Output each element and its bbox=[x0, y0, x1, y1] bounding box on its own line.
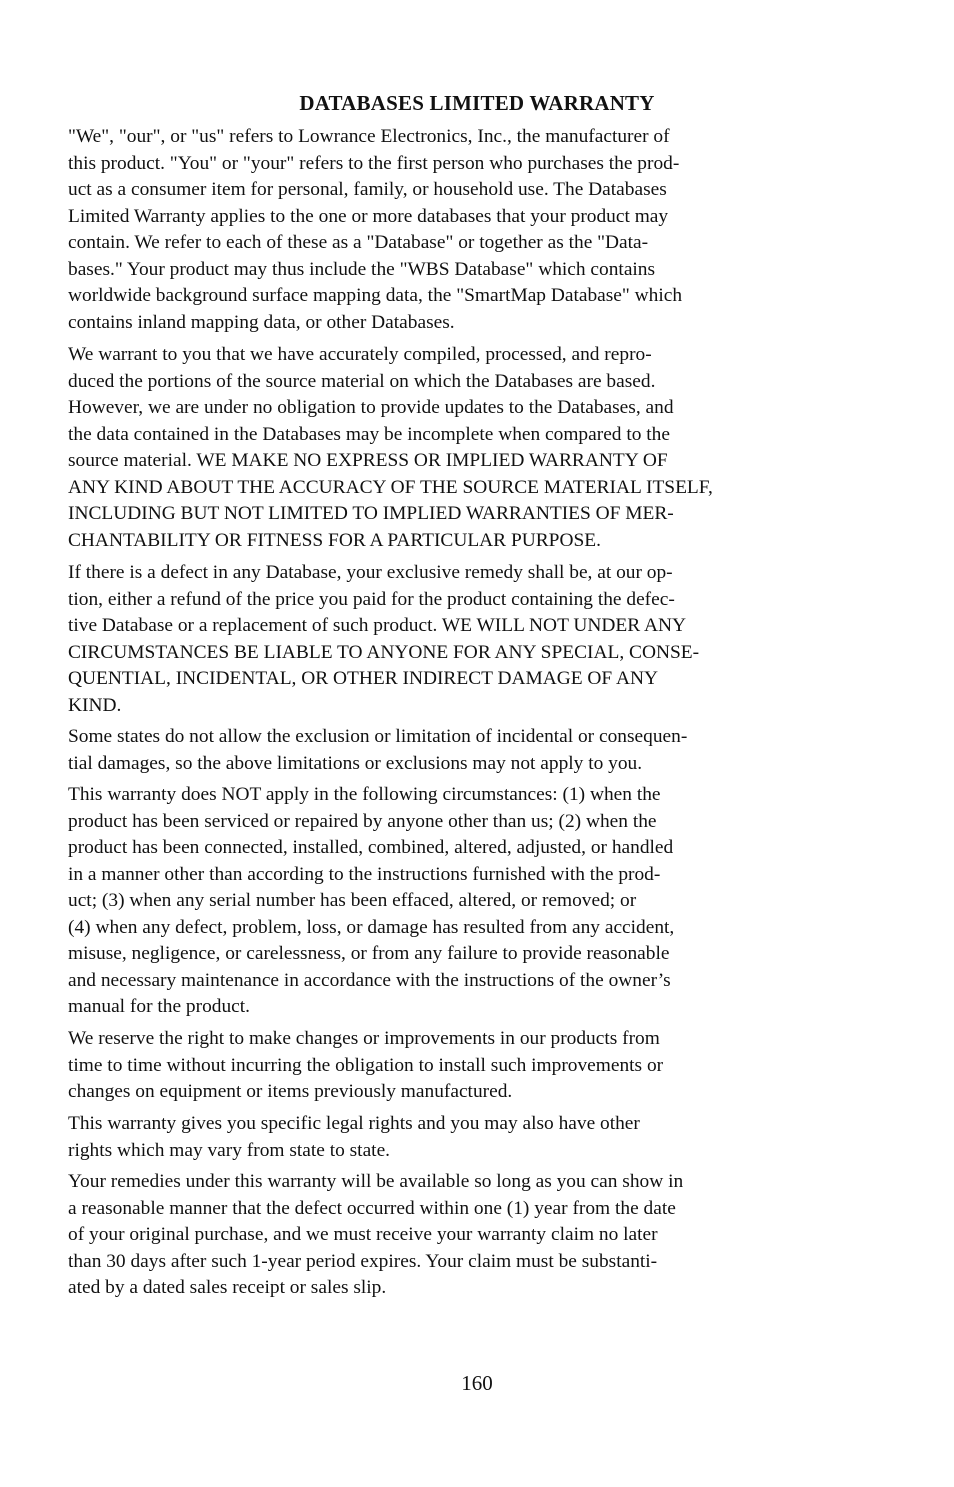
paragraph-reserve-rights bbox=[68, 1026, 663, 1106]
text-line: of your original purchase, and we must receive your warranty claim no later bbox=[68, 1224, 658, 1245]
text-line: This warranty gives you specific legal rights and you may also have other bbox=[68, 1113, 640, 1134]
text-line: duced the portions of the source material on which the Databases are based. bbox=[68, 370, 656, 392]
text-line: than 30 days after such 1-year period expires. Your claim must be substanti- bbox=[68, 1250, 658, 1272]
paragraph-remedy bbox=[68, 560, 699, 719]
text-line: uct; (3) when any serial number has been effaced, altered, or removed; or bbox=[68, 890, 637, 911]
text-line: Limited Warranty applies to the one or more databases that your product may bbox=[68, 205, 669, 227]
text-line: source material. WE MAKE NO EXPRESS OR IMPLIED WARRANTY OF bbox=[68, 450, 668, 471]
text-line: (4) when any defect, problem, loss, or damage has resulted from any accident, bbox=[68, 916, 675, 938]
text-line: However, we are under no obligation to provide updates to the Databases, and bbox=[68, 397, 674, 418]
text-line: tive Database or a replacement of such product. WE WILL NOT UNDER ANY bbox=[68, 615, 686, 636]
text-line: We reserve the right to make changes or improvements in our products from bbox=[68, 1028, 660, 1049]
text-line: and necessary maintenance in accordance with the instructions of the owner’s bbox=[68, 969, 671, 991]
text-line: product has been connected, installed, combined, altered, adjusted, or handled bbox=[68, 837, 674, 858]
text-line: time to time without incurring the obligation to install such improvements or bbox=[68, 1054, 664, 1076]
text-line: INCLUDING BUT NOT LIMITED TO IMPLIED WARRANTIES OF MER- bbox=[68, 503, 674, 524]
text-line: We warrant to you that we have accurately compiled, processed, and repro- bbox=[68, 344, 652, 365]
text-line: a reasonable manner that the defect occurred within one (1) year from the date bbox=[68, 1197, 676, 1219]
text-line: contain. We refer to each of these as a "Database" or together as the "Data- bbox=[68, 232, 649, 253]
paragraph-circumstances bbox=[68, 782, 674, 1021]
text-line: tion, either a refund of the price you paid for the product containing the defec- bbox=[68, 588, 675, 610]
text-line: CHANTABILITY OR FITNESS FOR A PARTICULAR PURPOSE. bbox=[68, 529, 601, 551]
text-line: This warranty does NOT apply in the following circumstances: (1) when the bbox=[68, 784, 661, 805]
text-line: rights which may vary from state to state. bbox=[68, 1139, 391, 1161]
paragraph-claim-period bbox=[68, 1169, 683, 1302]
text-line: product has been serviced or repaired by anyone other than us; (2) when the bbox=[68, 810, 657, 832]
paragraph-warranty-scope bbox=[68, 342, 713, 554]
paragraph-state-exclusions bbox=[68, 724, 687, 777]
paragraph-legal-rights bbox=[68, 1111, 640, 1164]
text-line: If there is a defect in any Database, your exclusive remedy shall be, at our op- bbox=[68, 562, 673, 583]
text-line: ANY KIND ABOUT THE ACCURACY OF THE SOURCE MATERIAL ITSELF, bbox=[68, 476, 713, 498]
text-line: ated by a dated sales receipt or sales slip. bbox=[68, 1277, 387, 1298]
text-line: changes on equipment or items previously manufactured. bbox=[68, 1081, 513, 1102]
text-line: uct as a consumer item for personal, family, or household use. The Databases bbox=[68, 179, 667, 200]
text-line: tial damages, so the above limitations or exclusions may not apply to you. bbox=[68, 752, 643, 774]
text-line: manual for the product. bbox=[68, 996, 250, 1017]
text-line: in a manner other than according to the instructions furnished with the prod- bbox=[68, 863, 661, 885]
text-line: QUENTIAL, INCIDENTAL, OR OTHER INDIRECT DAMAGE OF ANY bbox=[68, 668, 658, 689]
text-line: "We", "our", or "us" refers to Lowrance Electronics, Inc., the manufacturer of bbox=[68, 126, 670, 147]
text-line: contains inland mapping data, or other Databases. bbox=[68, 311, 455, 333]
page-number: 160 bbox=[461, 1371, 493, 1395]
text-line: misuse, negligence, or carelessness, or from any failure to provide reasonable bbox=[68, 943, 670, 964]
text-line: Your remedies under this warranty will be available so long as you can show in bbox=[68, 1171, 684, 1192]
text-line: bases." Your product may thus include the "WBS Database" which contains bbox=[68, 258, 656, 280]
text-line: this product. "You" or "your" refers to the first person who purchases the prod- bbox=[68, 152, 680, 174]
text-line: the data contained in the Databases may be incomplete when compared to the bbox=[68, 423, 670, 445]
paragraph-definitions bbox=[68, 124, 682, 336]
text-line: CIRCUMSTANCES BE LIABLE TO ANYONE FOR ANY SPECIAL, CONSE- bbox=[68, 641, 700, 663]
text-line: worldwide background surface mapping data, the "SmartMap Database" which bbox=[68, 285, 683, 306]
text-line: Some states do not allow the exclusion or limitation of incidental or consequen- bbox=[68, 726, 688, 747]
text-line: KIND. bbox=[68, 694, 122, 716]
page-title: DATABASES LIMITED WARRANTY bbox=[299, 91, 655, 115]
